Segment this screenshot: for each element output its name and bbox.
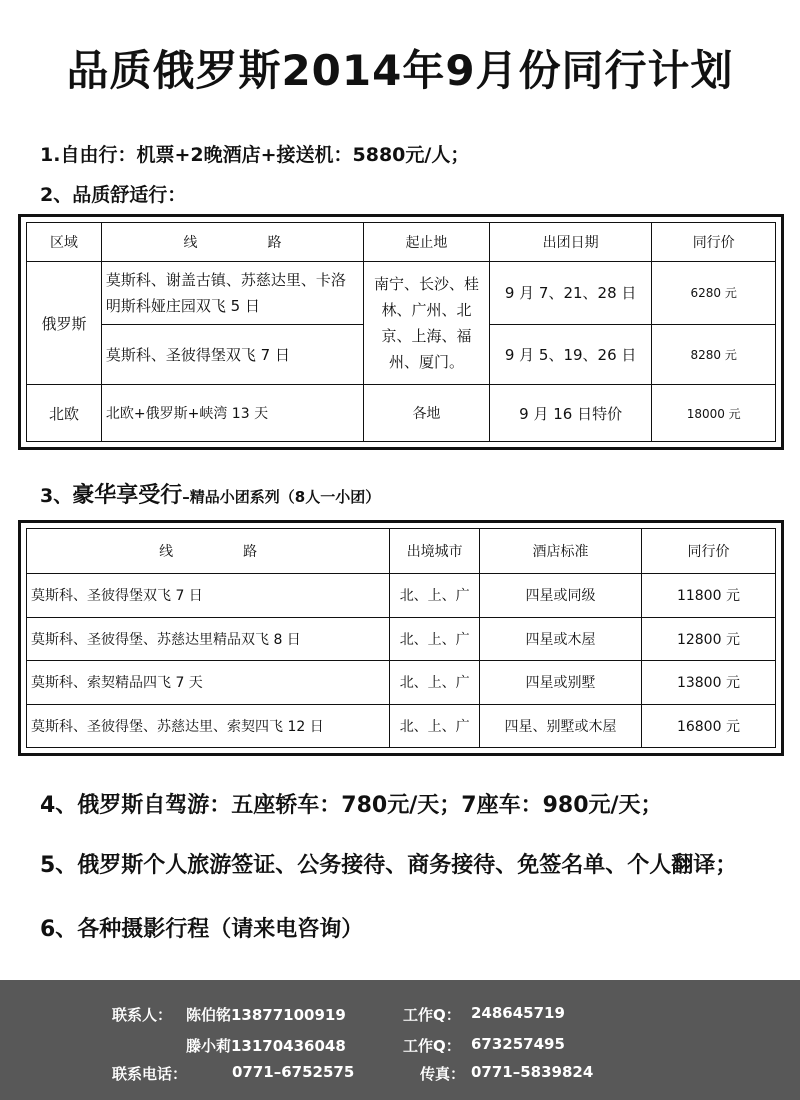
free-travel-line: 1.自由行：机票+2晚酒店+接送机：5880元/人； xyxy=(40,144,470,166)
route-cell: 莫斯科、圣彼得堡、苏慈达里精品双飞 8 日 xyxy=(27,617,390,661)
luxury-line xyxy=(40,478,380,509)
photography-line: 6、各种摄影行程（请来电咨询） xyxy=(40,917,364,942)
table-row xyxy=(27,574,776,618)
route-cell: 莫斯科、圣彼得堡双飞 7 日 xyxy=(27,574,390,618)
date-cell: 9 月 7、21、28 日 xyxy=(489,262,652,325)
contact-footer xyxy=(0,980,800,1100)
route-cell: 莫斯科、索契精品四飞 7 天 xyxy=(27,661,390,705)
date-cell: 9 月 5、19、26 日 xyxy=(489,324,652,385)
header-origin: 起止地 xyxy=(364,223,490,262)
hotel-cell: 四星或别墅 xyxy=(480,661,642,705)
hotel-cell: 四星或同级 xyxy=(480,574,642,618)
comfort-line: 2、品质舒适行： xyxy=(40,184,187,206)
luxury-title: 豪华享受行 xyxy=(72,483,183,508)
hotel-cell: 四星或木屋 xyxy=(480,617,642,661)
price-cell: 6280 元 xyxy=(652,262,776,325)
table-row xyxy=(27,661,776,705)
price-cell: 16800 元 xyxy=(641,704,775,748)
fax-label: 传真： xyxy=(420,1065,466,1083)
route-cell: 莫斯科、谢盖古镇、苏慈达里、卡洛明斯科娅庄园双飞 5 日 xyxy=(101,262,363,325)
header-price: 同行价 xyxy=(652,223,776,262)
origin-cities: 南宁、长沙、桂林、广州、北京、上海、福州、厦门。 xyxy=(364,262,490,385)
fax-number: 0771–5839824 xyxy=(471,1063,594,1081)
price-cell: 12800 元 xyxy=(641,617,775,661)
visa-line: 5、俄罗斯个人旅游签证、公务接待、商务接待、免签名单、个人翻译； xyxy=(40,853,738,878)
table-header-row xyxy=(27,223,776,262)
comfort-table xyxy=(26,222,776,442)
city-cell: 北、上、广 xyxy=(390,574,480,618)
luxury-subtitle: –精品小团系列（8人一小团） xyxy=(182,488,381,506)
comfort-table-frame xyxy=(18,214,784,450)
luxury-table xyxy=(26,528,776,748)
qq-number-1: 248645719 xyxy=(471,1004,565,1022)
header-city: 出境城市 xyxy=(390,529,480,574)
header-region: 区域 xyxy=(27,223,102,262)
header-date: 出团日期 xyxy=(489,223,652,262)
contact-person-2: 滕小莉13170436048 xyxy=(186,1037,346,1055)
price-cell: 8280 元 xyxy=(652,324,776,385)
city-cell: 北、上、广 xyxy=(390,704,480,748)
qq-label-2: 工作Q： xyxy=(403,1037,461,1055)
phone-label: 联系电话： xyxy=(112,1065,188,1083)
route-cell: 莫斯科、圣彼得堡双飞 7 日 xyxy=(101,324,363,385)
region-nordic: 北欧 xyxy=(27,385,102,442)
table-row xyxy=(27,385,776,442)
hotel-cell: 四星、别墅或木屋 xyxy=(480,704,642,748)
qq-label-1: 工作Q： xyxy=(403,1006,461,1024)
header-route: 线 路 xyxy=(27,529,390,574)
luxury-prefix: 3、 xyxy=(40,485,73,507)
route-cell: 莫斯科、圣彼得堡、苏慈达里、索契四飞 12 日 xyxy=(27,704,390,748)
price-cell: 11800 元 xyxy=(641,574,775,618)
price-cell: 13800 元 xyxy=(641,661,775,705)
date-cell: 9 月 16 日特价 xyxy=(489,385,652,442)
table-row xyxy=(27,617,776,661)
luxury-table-frame xyxy=(18,520,784,756)
table-row xyxy=(27,704,776,748)
qq-number-2: 673257495 xyxy=(471,1035,565,1053)
contact-person-1: 陈伯铭13877100919 xyxy=(186,1006,346,1024)
table-header-row xyxy=(27,529,776,574)
page-title: 品质俄罗斯2014年9月份同行计划 xyxy=(66,46,734,95)
header-route: 线 路 xyxy=(101,223,363,262)
self-drive-line: 4、俄罗斯自驾游：五座轿车：780元/天；7座车：980元/天； xyxy=(40,793,663,818)
city-cell: 北、上、广 xyxy=(390,617,480,661)
city-cell: 北、上、广 xyxy=(390,661,480,705)
header-hotel: 酒店标准 xyxy=(480,529,642,574)
table-row xyxy=(27,262,776,325)
origin-cell: 各地 xyxy=(364,385,490,442)
phone-number: 0771–6752575 xyxy=(232,1063,355,1081)
contact-label: 联系人： xyxy=(112,1006,173,1024)
region-russia: 俄罗斯 xyxy=(27,262,102,385)
price-cell: 18000 元 xyxy=(652,385,776,442)
route-cell: 北欧+俄罗斯+峡湾 13 天 xyxy=(101,385,363,442)
header-price: 同行价 xyxy=(641,529,775,574)
